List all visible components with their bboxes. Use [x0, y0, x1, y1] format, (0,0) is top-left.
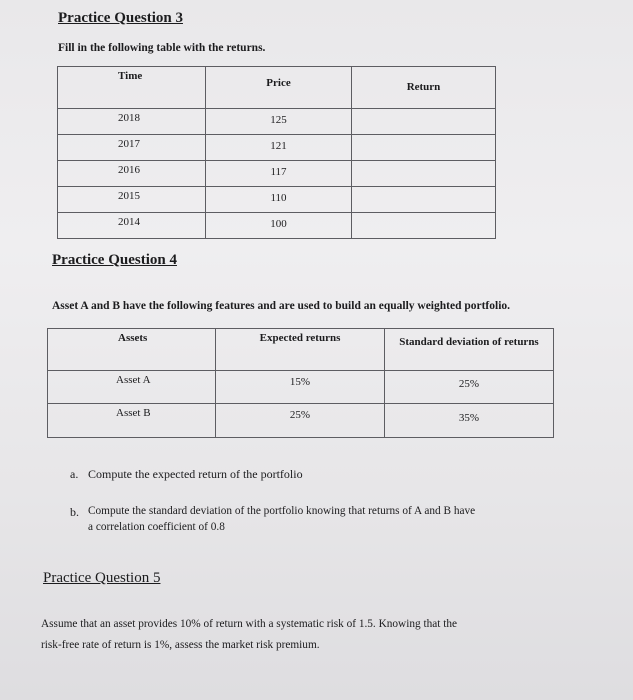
q4-assets-table	[47, 328, 554, 438]
cell-price: 100	[206, 213, 352, 239]
table-header-row	[48, 329, 554, 371]
cell-asset: Asset A	[48, 371, 216, 404]
q4-heading: Practice Question 4	[52, 252, 177, 268]
q4-part-b-line2: a correlation coefficient of 0.8	[88, 521, 225, 533]
cell-expected-return: 15%	[216, 371, 385, 404]
q5-heading: Practice Question 5	[43, 570, 161, 586]
table-row	[48, 371, 554, 404]
q3-instruction: Fill in the following table with the returns.	[58, 42, 266, 54]
q4-part-b-line1: Compute the standard deviation of the portfolio knowing that returns of A and B have	[88, 505, 476, 517]
column-header-return: Return	[352, 67, 496, 109]
table-header-row	[58, 67, 496, 109]
cell-price: 117	[206, 161, 352, 187]
table-row	[58, 135, 496, 161]
table-row	[58, 187, 496, 213]
cell-price: 121	[206, 135, 352, 161]
q5-line2: risk-free rate of return is 1%, assess the market risk premium.	[41, 639, 320, 651]
q4-intro: Asset A and B have the following features and are used to build an equally weighted portfolio.	[52, 300, 511, 312]
table-row	[58, 213, 496, 239]
cell-std-dev: 25%	[385, 371, 554, 404]
cell-return[interactable]	[352, 213, 496, 239]
table-row	[58, 161, 496, 187]
table-row	[58, 109, 496, 135]
q3-returns-table	[57, 66, 496, 239]
column-header-expected-returns: Expected returns	[216, 329, 385, 371]
q4-part-b-label: b.	[70, 505, 79, 519]
table-row	[48, 404, 554, 438]
cell-price: 125	[206, 109, 352, 135]
cell-expected-return: 25%	[216, 404, 385, 438]
column-header-assets: Assets	[48, 329, 216, 371]
q5-line1: Assume that an asset provides 10% of return with a systematic risk of 1.5. Knowing that the	[41, 618, 458, 630]
cell-asset: Asset B	[48, 404, 216, 438]
cell-time: 2014	[58, 213, 206, 239]
column-header-std-dev: Standard deviation of returns	[385, 329, 554, 371]
cell-return[interactable]	[352, 135, 496, 161]
q3-heading: Practice Question 3	[58, 10, 183, 26]
cell-std-dev: 35%	[385, 404, 554, 438]
q4-part-a-text: Compute the expected return of the portfolio	[88, 467, 303, 481]
cell-return[interactable]	[352, 161, 496, 187]
cell-return[interactable]	[352, 187, 496, 213]
cell-time: 2018	[58, 109, 206, 135]
column-header-price: Price	[206, 67, 352, 109]
cell-time: 2016	[58, 161, 206, 187]
cell-price: 110	[206, 187, 352, 213]
column-header-time: Time	[58, 67, 206, 109]
cell-time: 2015	[58, 187, 206, 213]
cell-time: 2017	[58, 135, 206, 161]
q4-part-a-label: a.	[70, 467, 79, 481]
cell-return[interactable]	[352, 109, 496, 135]
